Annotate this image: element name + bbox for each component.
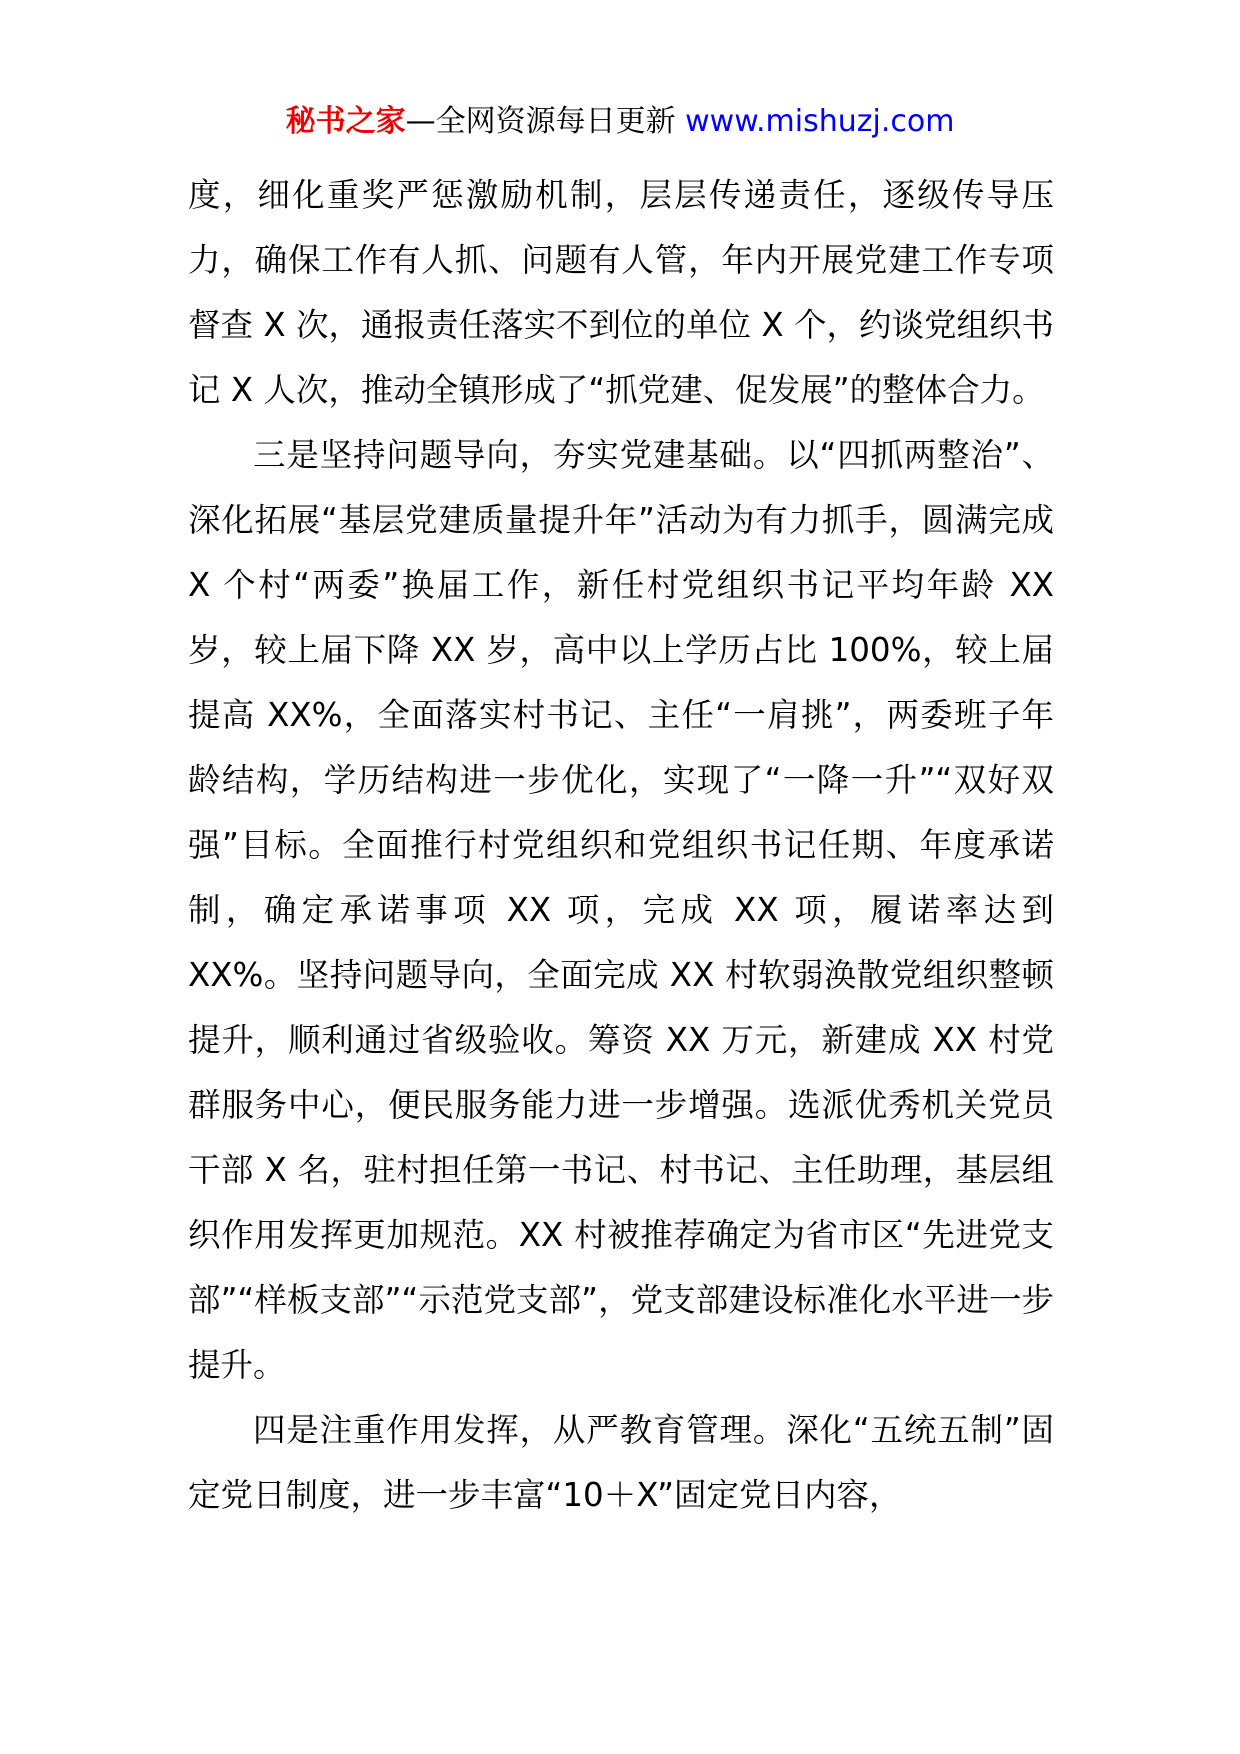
site-url-link[interactable]: www.mishuzj.com bbox=[685, 104, 955, 139]
header-tagline: —全网资源每日更新 bbox=[405, 104, 686, 139]
brand-name: 秘书之家 bbox=[285, 104, 406, 139]
paragraph-continuation: 度，细化重奖严惩激励机制，层层传递责任，逐级传导压力，确保工作有人抓、问题有人管，年内开展党建工作专项督查 X 次，通报责任落实不到位的单位 X 个，约谈党组织书记 X 人次，推动全镇形成了“抓党建、促发展”的整体合力。 bbox=[188, 176, 1054, 409]
paragraph-section-four: 四是注重作用发挥，从严教育管理。深化“五统五制”固定党日制度，进一步丰富“10＋X”固定党日内容， bbox=[188, 1411, 1054, 1514]
paragraph-section-three: 三是坚持问题导向，夯实党建基础。以“四抓两整治”、深化拓展“基层党建质量提升年”活动为有力抓手，圆满完成 X 个村“两委”换届工作，新任村党组织书记平均年龄 XX 岁，较上届下降 XX 岁，高中以上学历占比 100%，较上届提高 XX%，全面落实村书记、主任“一肩挑”，两委班子年龄结构，学历结构进一步优化，实现了“一降一升”“双好双强”目标。全面推行村党组织和党组织书记任期、年度承诺制，确定承诺事项 XX 项，完成 XX 项，履诺率达到 XX%。坚持问题导向，全面完成 XX 村软弱涣散党组织整顿提升，顺利通过省级验收。筹资 XX 万元，新建成 XX 村党群服务中心，便民服务能力进一步增强。选派优秀机关党员干部 X 名，驻村担任第一书记、村书记、主任助理，基层组织作用发挥更加规范。XX 村被推荐确定为省市区“先进党支部”“样板支部”“示范党支部”，党支部建设标准化水平进一步提升。 bbox=[188, 436, 1054, 1384]
site-header bbox=[0, 102, 1240, 142]
document-body bbox=[188, 163, 1054, 1528]
